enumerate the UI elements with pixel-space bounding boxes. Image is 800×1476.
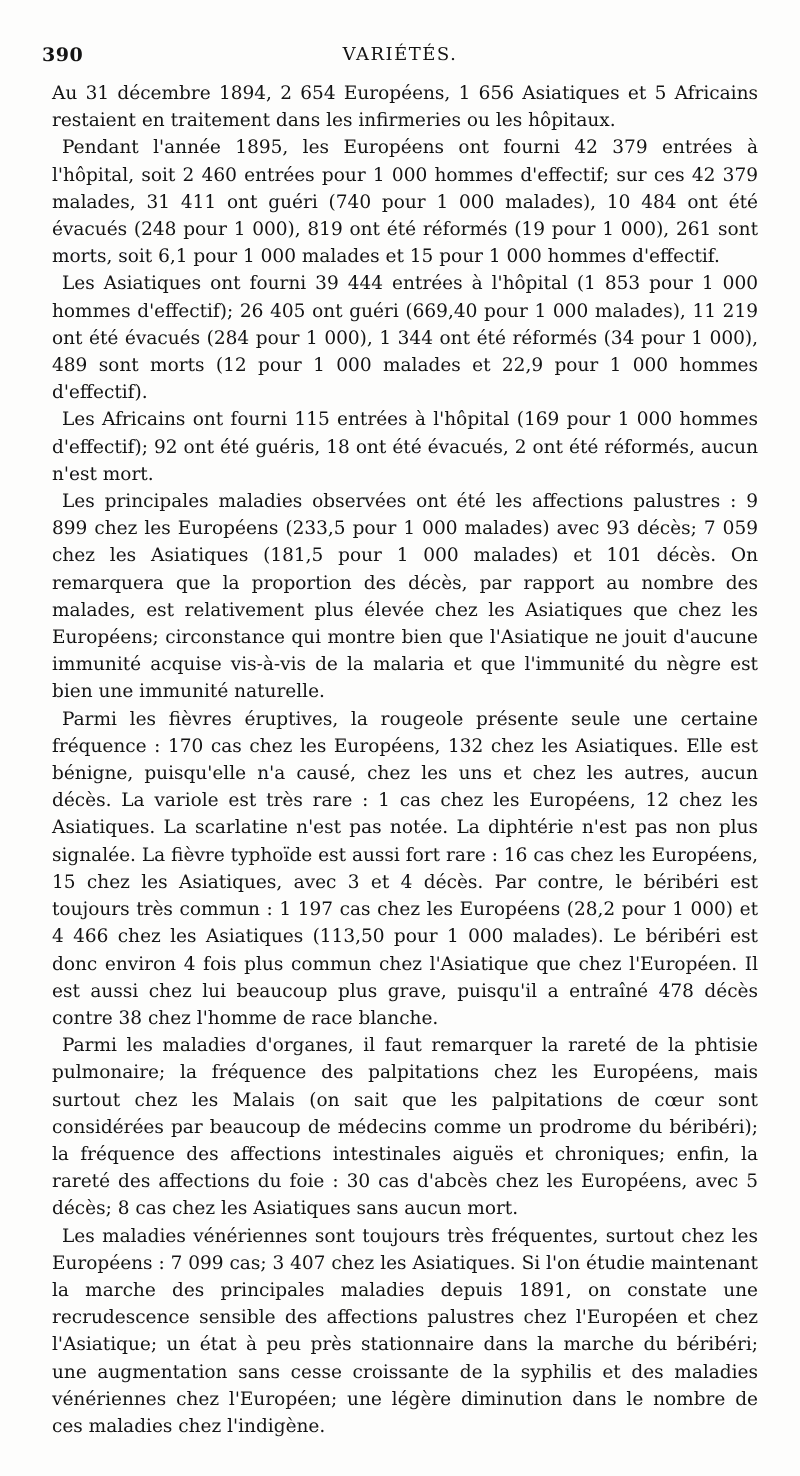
paragraph-african-admissions: Les Africains ont fourni 115 entrées à l'hôpital (169 pour 1 000 hommes d'effectif); 92 ont été guéris, 18 ont été évacués, 2 ont été réformés, aucun n'est mort.: [52, 409, 758, 485]
paragraph-venereal-diseases: Les maladies vénériennes sont toujours très fréquentes, surtout chez les Européens : 7 099 cas; 3 407 chez les Asiatiques. Si l'on étudie maintenant la marche des principales maladies depuis 1891, on constate une recrudescence sensible des affections palustres chez l'Européen et chez l'Asiatique; un état à peu près stationnaire dans la marche du béribéri; une augmentation sans cesse croissante de la syphilis et des maladies vénériennes chez l'Européen; une légère diminution dans le nombre de ces maladies chez l'indigène.: [52, 1225, 758, 1437]
page-number: 390: [42, 44, 84, 66]
paragraph-eruptive-fevers: Parmi les fièvres éruptives, la rougeole présente seule une certaine fréquence : 170 cas chez les Européens, 132 chez les Asiatiques. Elle est bénigne, puisqu'elle n'a causé, chez les uns et chez les autres, aucun décès. La variole est très rare : 1 cas chez les Européens, 12 chez les Asiatiques. La scarlatine n'est pas notée. La diphtérie n'est pas non plus signalée. La fièvre typhoïde est aussi fort rare : 16 cas chez les Européens, 15 chez les Asiatiques, avec 3 et 4 décès. Par contre, le béribéri est toujours très commun : 1 197 cas chez les Européens (28,2 pour 1 000) et 4 466 chez les Asiatiques (113,50 pour 1 000 malades). Le béribéri est donc environ 4 fois plus commun chez l'Asiatique que chez l'Européen. Il est aussi chez lui beaucoup plus grave, puisqu'il a entraîné 478 décès contre 38 chez l'homme de race blanche.: [52, 708, 758, 1029]
page-header: [42, 44, 758, 74]
paragraph-malaria: Les principales maladies observées ont été les affections palustres : 9 899 chez les Européens (233,5 pour 1 000 malades) avec 93 décès; 7 059 chez les Asiatiques (181,5 pour 1 000 malades) et 101 décès. On remarquera que la proportion des décès, par rapport au nombre des malades, est relativement plus élevée chez les Asiatiques que chez les Européens; circonstance qui montre bien que l'Asiatique ne jouit d'aucune immunité acquise vis-à-vis de la malaria et que l'immunité du nègre est bien une immunité naturelle.: [52, 491, 758, 703]
paragraph-asian-admissions: Les Asiatiques ont fourni 39 444 entrées à l'hôpital (1 853 pour 1 000 hommes d'effectif); 26 405 ont guéri (669,40 pour 1 000 malades), 11 219 ont été évacués (284 pour 1 000), 1 344 ont été réformés (34 pour 1 000), 489 sont morts (12 pour 1 000 malades et 22,9 pour 1 000 hommes d'effectif).: [52, 273, 758, 404]
body-text: [52, 80, 758, 1440]
paragraph-remaining-patients: Au 31 décembre 1894, 2 654 Européens, 1 656 Asiatiques et 5 Africains restaient en traitement dans les infirmeries ou les hôpitaux.: [52, 83, 758, 132]
running-title: VARIÉTÉS.: [342, 44, 458, 65]
paragraph-european-admissions: Pendant l'année 1895, les Européens ont fourni 42 379 entrées à l'hôpital, soit 2 460 entrées pour 1 000 hommes d'effectif; sur ces 42 379 malades, 31 411 ont guéri (740 pour 1 000 malades), 10 484 ont été évacués (248 pour 1 000), 819 ont été réformés (19 pour 1 000), 261 sont morts, soit 6,1 pour 1 000 malades et 15 pour 1 000 hommes d'effectif.: [52, 137, 758, 268]
paragraph-organ-diseases: Parmi les maladies d'organes, il faut remarquer la rareté de la phtisie pulmonaire; la fréquence des palpitations chez les Européens, mais surtout chez les Malais (on sait que les palpitations de cœur sont considérées par beaucoup de médecins comme un prodrome du béribéri); la fréquence des affections intestinales aiguës et chroniques; enfin, la rareté des affections du foie : 30 cas d'abcès chez les Européens, avec 5 décès; 8 cas chez les Asiatiques sans aucun mort.: [52, 1035, 758, 1220]
